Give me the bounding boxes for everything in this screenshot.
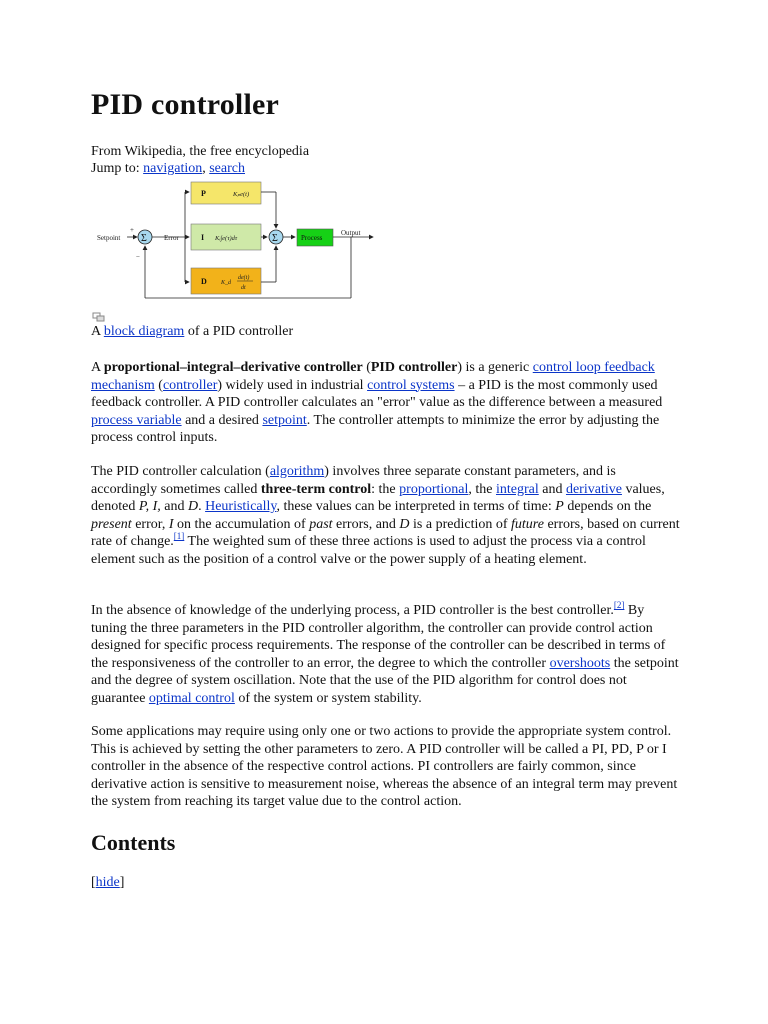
- paragraph-text: Some applications may require using only one or two actions to provide the appropriate system control. This is achieved by setting the other parameters to zero. A PID controller will be called a PI, PD, P or I controller in the absence of the respective control actions. PI controllers are fairly common, since derivative action is sensitive to measurement noise, whereas the absence of an integral term may prevent the system from reaching its target value due to the control action.: [91, 724, 678, 810]
- paragraph-text: . The controller attempts to minimize the error by adjusting the process control inputs.: [91, 412, 660, 446]
- d-block-numerator: de(t): [238, 275, 250, 281]
- bold-term: three-term control: [260, 481, 372, 497]
- link-derivative[interactable]: derivative: [565, 481, 622, 497]
- sum1-plus: +: [130, 226, 134, 234]
- paragraph-text: on the accumulation of: [173, 516, 310, 532]
- page-title: PID controller: [91, 88, 280, 121]
- i-block-term: Kᵢ∫e(τ)dτ: [215, 235, 238, 242]
- paragraph-text: values, denoted: [91, 481, 665, 515]
- paragraph-text: The weighted sum of these three actions is used to adjust the process via a control element such as the position of a control valve or the power supply of a heating element.: [91, 534, 646, 567]
- link-proportional[interactable]: proportional: [399, 481, 469, 497]
- hide-contents-link[interactable]: hide: [95, 875, 120, 890]
- paragraph-text: , the: [468, 481, 496, 497]
- paragraph-text: the setpoint and the degree of system oscillation. Note that the use of the PID algorithm for control does not guarantee: [91, 655, 679, 706]
- paragraph-text: depends on the: [563, 499, 652, 515]
- figure-caption: [91, 323, 293, 340]
- paragraph-text: and a desired: [181, 412, 263, 428]
- d-block-label: D: [201, 277, 207, 286]
- jump-to-label: Jump to:: [91, 161, 144, 176]
- error-label: Error: [164, 234, 179, 242]
- paragraph-tuning: [91, 602, 681, 708]
- link-controller[interactable]: controller: [162, 377, 218, 393]
- i-block-label: I: [201, 233, 205, 242]
- link-process-variable[interactable]: process variable: [91, 412, 182, 428]
- paragraph-text: and: [160, 499, 188, 515]
- paragraph-text: ) is a generic: [457, 360, 533, 375]
- sum2-sigma: Σ: [272, 233, 278, 244]
- process-label: Process: [301, 234, 323, 242]
- ref-1-link[interactable]: [1]: [173, 531, 185, 542]
- caption-post: of a PID controller: [184, 324, 294, 339]
- pid-block-diagram: [95, 180, 385, 302]
- paragraph-text: D: [399, 516, 410, 532]
- paragraph-text: The PID controller calculation (: [91, 464, 270, 479]
- caption-pre: A: [91, 324, 104, 339]
- paragraph-text: past: [309, 516, 333, 532]
- paragraph-text: By tuning the three parameters in the PID controller algorithm, the controller can provide control action designed for specific process requirements. The response of the controller can be described in terms of the responsiveness of the controller to an error, the degree to which the controller: [91, 603, 666, 671]
- p-block-label: P: [201, 189, 206, 198]
- paragraph-intro: [91, 359, 681, 447]
- paragraph-text: (: [154, 377, 163, 393]
- link-overshoots[interactable]: overshoots: [549, 655, 611, 671]
- d-block-denominator: dt: [241, 285, 246, 291]
- paragraph-text: errors, and: [332, 516, 400, 532]
- bold-term: proportional–integral–derivative controller: [103, 360, 363, 375]
- jump-search-link[interactable]: search: [209, 161, 245, 176]
- sum1-sigma: Σ: [141, 233, 147, 244]
- link-optimal-control[interactable]: optimal control: [148, 690, 235, 706]
- bold-term: PID controller: [370, 360, 458, 375]
- block-diagram-link[interactable]: block diagram: [103, 324, 185, 339]
- paragraph-text: I: [168, 516, 174, 532]
- link-heuristically[interactable]: Heuristically: [205, 499, 277, 515]
- paragraph-text: of the system or system stability.: [234, 690, 422, 706]
- p-block-term: Kₚe(t): [233, 191, 250, 198]
- paragraph-text: – a PID is the most commonly used feedback controller. A PID controller calculates an "error" value as the difference between a measured: [91, 377, 663, 411]
- enlarge-icon[interactable]: [92, 312, 106, 322]
- d-block-k: K_d: [221, 280, 232, 286]
- paragraph-text: ) involves three separate constant parameters, and is accordingly sometimes called: [91, 464, 616, 497]
- paragraph-text: future: [511, 516, 544, 532]
- link-setpoint[interactable]: setpoint: [262, 412, 307, 428]
- paragraph-text: present: [91, 516, 132, 532]
- paragraph-text: is a prediction of: [409, 516, 512, 532]
- paragraph-text: A: [91, 360, 104, 375]
- paragraph-applications: [91, 723, 681, 811]
- paragraph-text: errors, based on current rate of change.: [91, 516, 680, 550]
- jump-to-line: [91, 160, 245, 177]
- paragraph-text: ) widely used in industrial: [217, 377, 368, 393]
- sum1-minus: −: [136, 253, 140, 261]
- setpoint-label: Setpoint: [97, 234, 121, 242]
- contents-toggle: [hide]: [91, 875, 125, 890]
- paragraph-text: : the: [371, 481, 400, 497]
- paragraph-text: .: [198, 499, 206, 515]
- paragraph-text: error,: [131, 516, 169, 532]
- ref-2-link[interactable]: [2]: [613, 600, 625, 610]
- paragraph-text: (: [362, 360, 371, 375]
- paragraph-text: In the absence of knowledge of the underlying process, a PID controller is the best controller.: [91, 603, 614, 618]
- paragraph-text: , these values can be interpreted in terms of time:: [276, 499, 556, 515]
- output-label: Output: [341, 229, 361, 237]
- contents-heading: Contents: [91, 830, 176, 855]
- link-control-loop[interactable]: control loop feedback mechanism: [91, 360, 655, 393]
- jump-navigation-link[interactable]: navigation: [143, 161, 203, 176]
- link-control-systems[interactable]: control systems: [367, 377, 455, 393]
- link-algorithm[interactable]: algorithm: [269, 464, 325, 479]
- paragraph-text: D: [187, 499, 199, 515]
- paragraph-text: and: [538, 481, 566, 497]
- paragraph-text: P, I,: [138, 499, 161, 515]
- paragraph-text: P: [555, 499, 564, 515]
- jump-separator: ,: [202, 161, 210, 176]
- paragraph-algorithm: [91, 463, 681, 569]
- link-integral[interactable]: integral: [495, 481, 539, 497]
- tagline: From Wikipedia, the free encyclopedia: [91, 144, 310, 159]
